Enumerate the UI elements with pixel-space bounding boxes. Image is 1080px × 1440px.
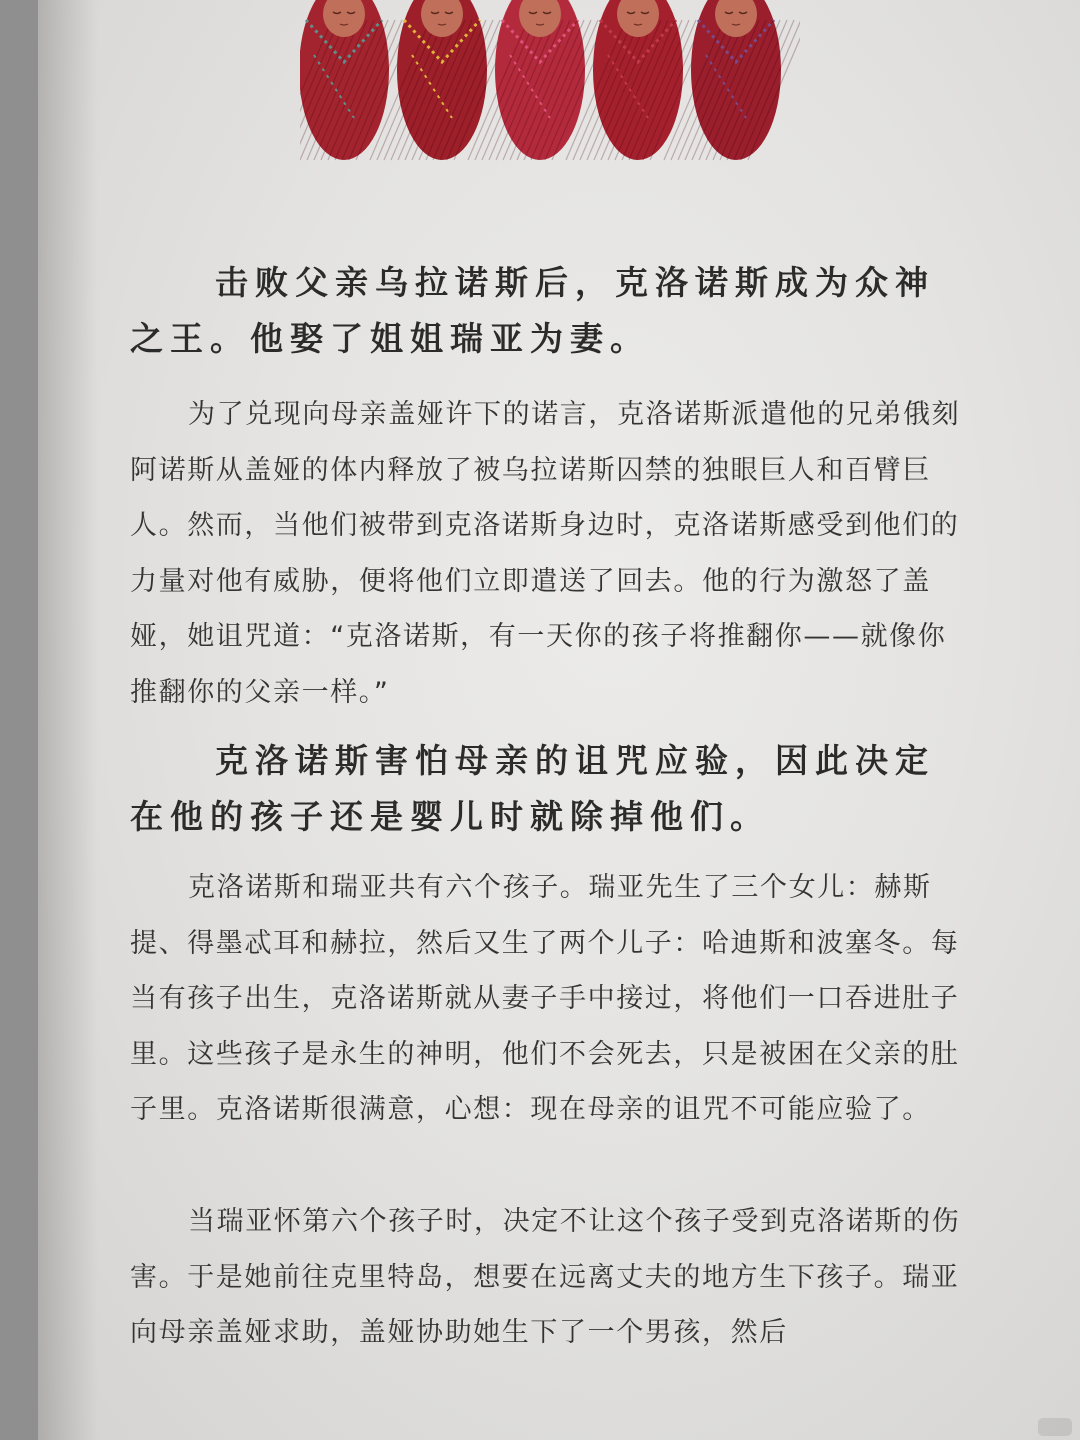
page-spine-shadow bbox=[38, 0, 98, 1440]
lead-paragraph-1: 击败父亲乌拉诺斯后，克洛诺斯成为众神之王。他娶了姐姐瑞亚为妻。 bbox=[130, 263, 935, 358]
book-page bbox=[38, 0, 1080, 1440]
body-paragraph-2: 克洛诺斯和瑞亚共有六个孩子。瑞亚先生了三个女儿：赫斯提、得墨忒耳和赫拉，然后又生了两个儿子：哈迪斯和波塞冬。每当有孩子出生，克洛诺斯就从妻子手中接过，将他们一口吞进肚子里。这些孩子是永生的神明，他们不会死去，只是被困在父亲的肚子里。克洛诺斯很满意，心想：现在母亲的诅咒不可能应验了。 bbox=[130, 872, 960, 1125]
swaddled-babies-illustration bbox=[300, 0, 800, 165]
body-paragraph-3: 当瑞亚怀第六个孩子时，决定不让这个孩子受到克洛诺斯的伤害。于是她前往克里特岛，想要在远离丈夫的地方生下孩子。瑞亚向母亲盖娅求助，盖娅协助她生下了一个男孩，然后 bbox=[130, 1206, 961, 1348]
body-paragraph-1: 为了兑现向母亲盖娅许下的诺言，克洛诺斯派遣他的兄弟俄刻阿诺斯从盖娅的体内释放了被乌拉诺斯囚禁的独眼巨人和百臂巨人。然而，当他们被带到克洛诺斯身边时，克洛诺斯感受到他们的力量对他有威胁，便将他们立即遣送了回去。他的行为激怒了盖娅，她诅咒道：“克洛诺斯，有一天你的孩子将推翻你——就像你推翻你的父亲一样。” bbox=[130, 399, 961, 708]
lead-paragraph-2: 克洛诺斯害怕母亲的诅咒应验，因此决定在他的孩子还是婴儿时就除掉他们。 bbox=[130, 741, 935, 836]
watermark-logo bbox=[1038, 1418, 1072, 1436]
